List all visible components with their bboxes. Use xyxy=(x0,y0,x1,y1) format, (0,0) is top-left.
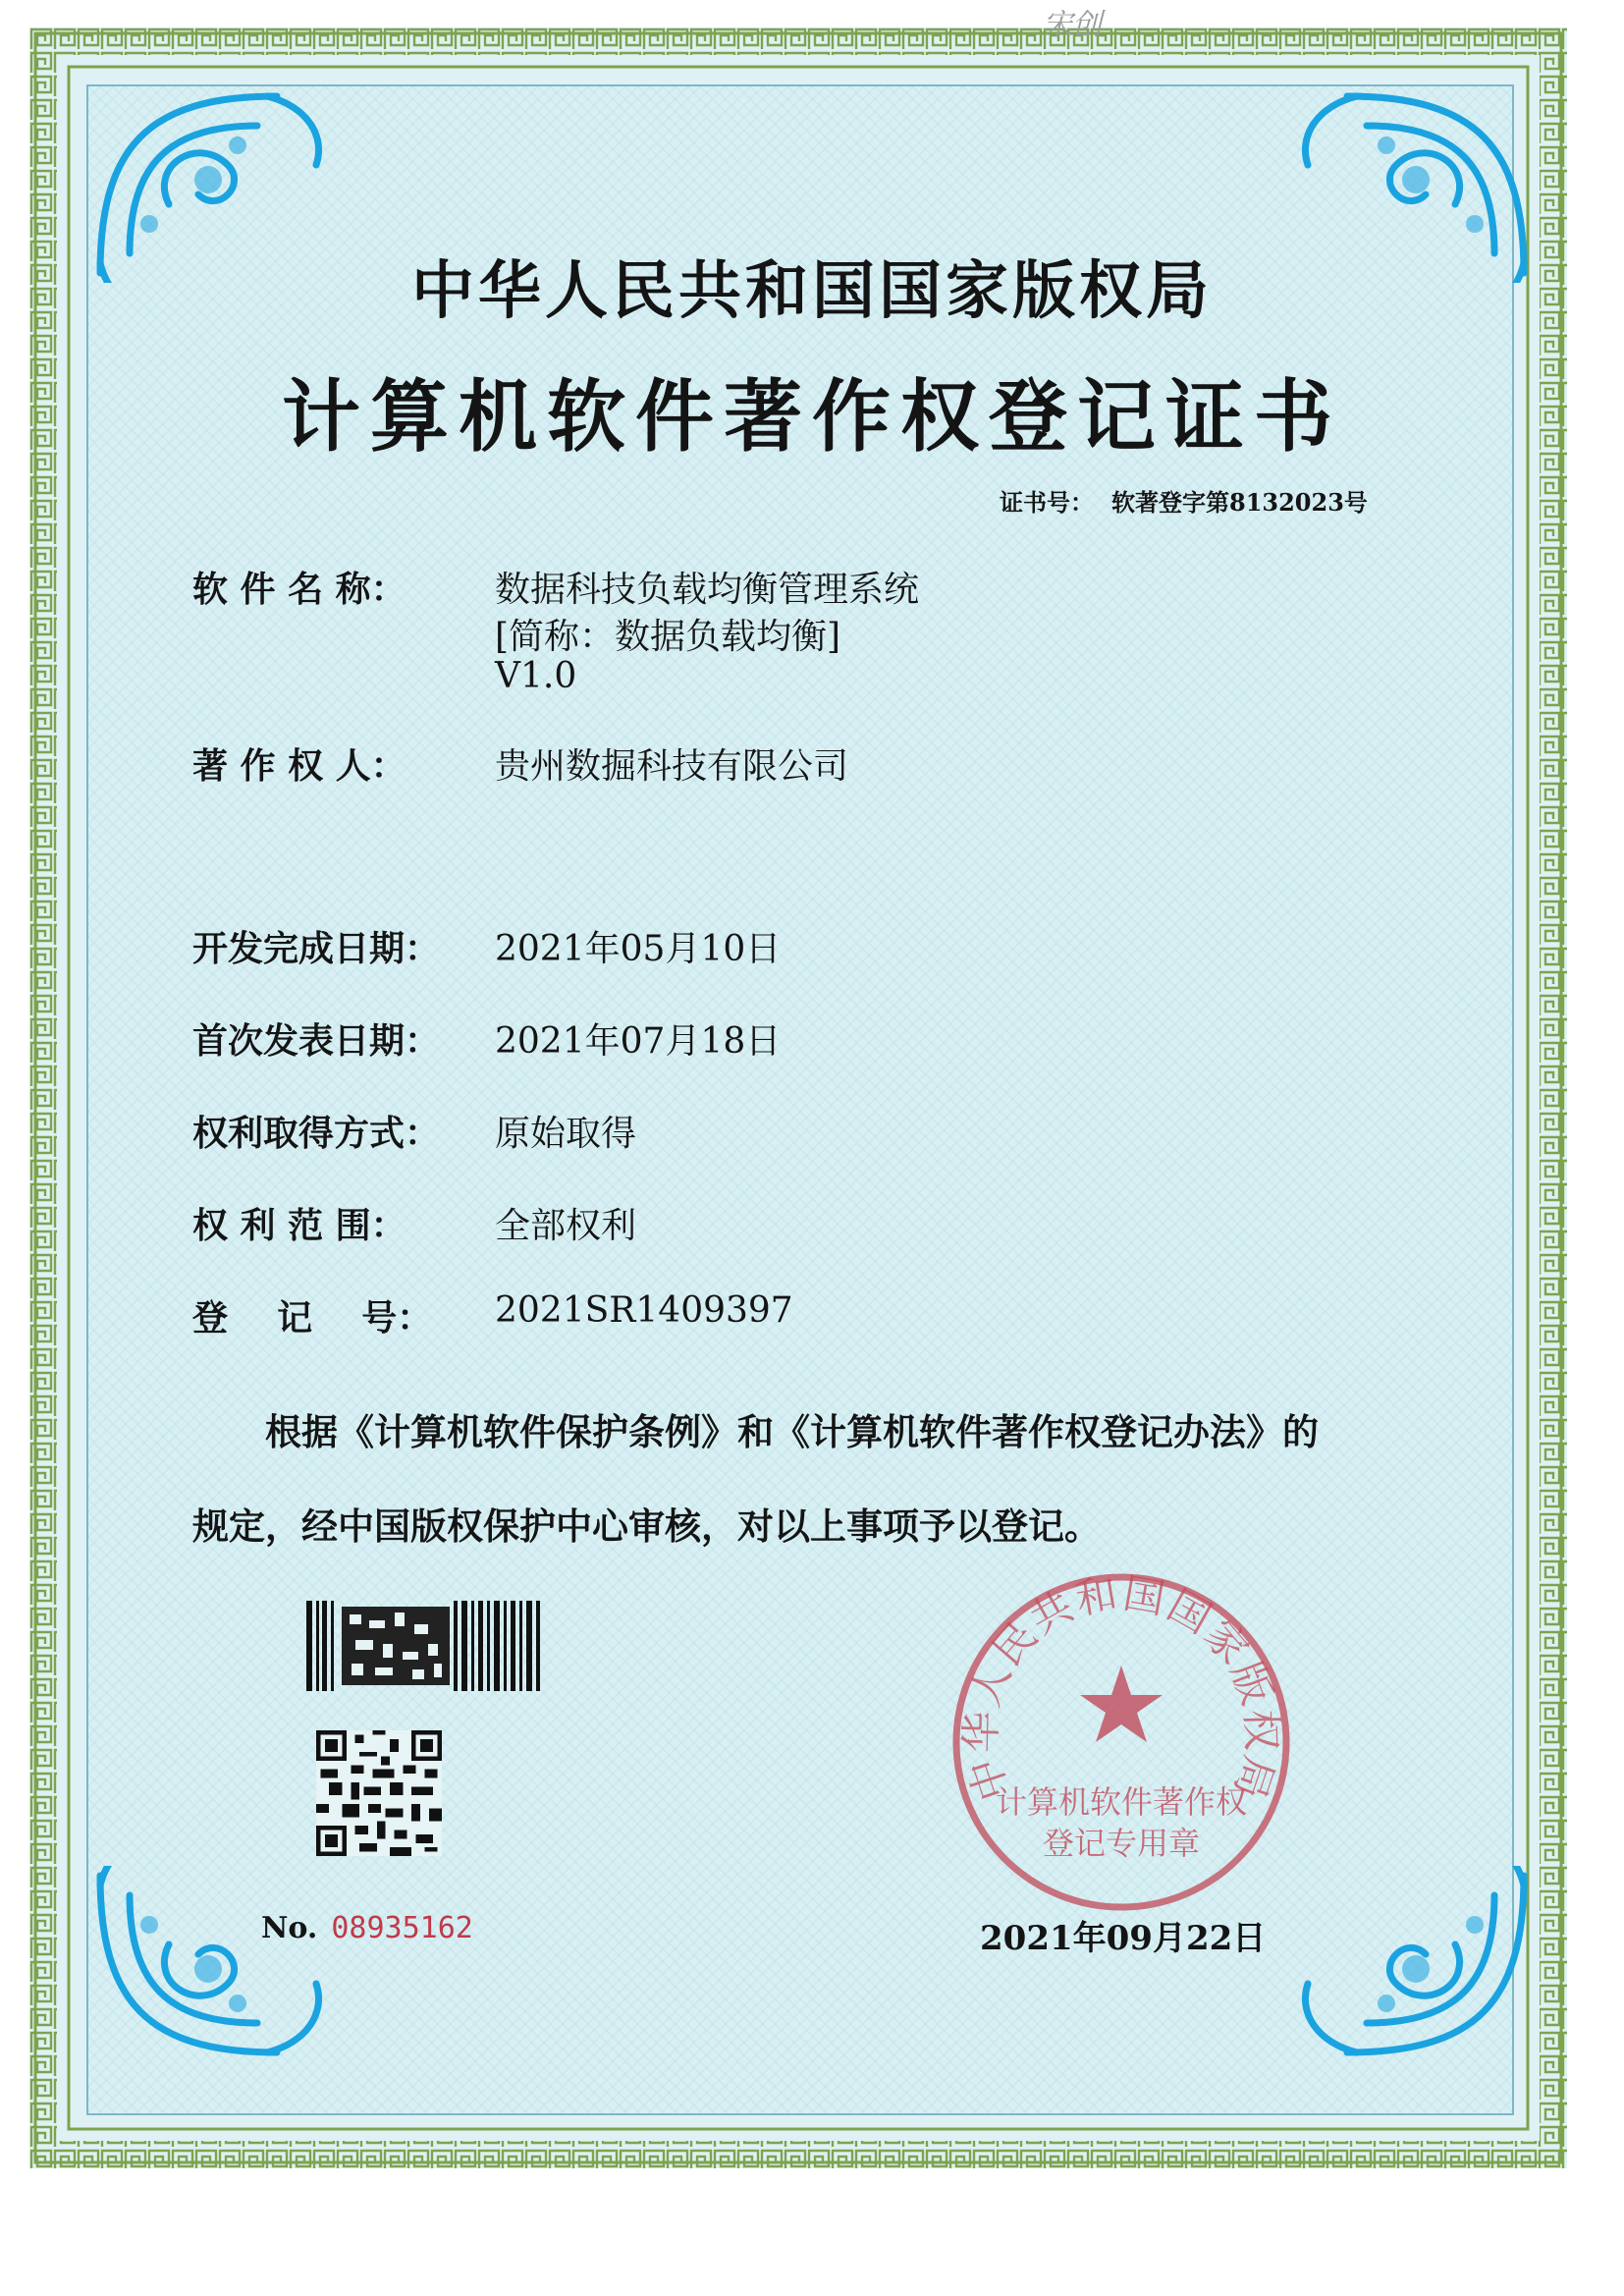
certificate-title: 计算机软件著作权登记证书 xyxy=(282,370,1342,463)
corner-ornament-bottom-right xyxy=(1278,1866,1534,2062)
corner-ornament-bottom-left xyxy=(90,1866,346,2062)
serial-number-label: No. xyxy=(261,1911,318,1945)
field-label: 权 利 范 围： xyxy=(192,1205,406,1246)
field-label: 开发完成日期： xyxy=(192,928,441,969)
certificate-number xyxy=(1000,483,1385,518)
field-label: 权利取得方式： xyxy=(192,1113,441,1154)
field-value: [简称：数据负载均衡] xyxy=(495,617,841,657)
certificate-number-value: 软著登字第8132023号 xyxy=(1111,488,1368,517)
statement-line-2: 规定，经中国版权保护中心审核，对以上事项予以登记。 xyxy=(192,1504,1101,1548)
seal-arc-text: 中华人民共和国国家版权局 xyxy=(956,1569,1286,1807)
seal-line-1: 计算机软件著作权 xyxy=(995,1783,1248,1821)
field-value: 2021年07月18日 xyxy=(495,1021,782,1062)
official-seal xyxy=(948,1569,1294,1915)
field-value: 贵州数掘科技有限公司 xyxy=(495,746,849,787)
field-label: 首次发表日期： xyxy=(192,1020,441,1062)
certificate-sheet xyxy=(29,27,1567,2168)
seal-line-2: 登记专用章 xyxy=(1042,1825,1201,1862)
field-value: V1.0 xyxy=(495,656,577,696)
issue-date: 2021年09月22日 xyxy=(980,1919,1267,1958)
field-label: 软 件 名 称： xyxy=(192,569,406,610)
field-value: 2021年05月10日 xyxy=(495,929,782,969)
field-label: 登 记 号： xyxy=(192,1297,433,1339)
field-label: 著 作 权 人： xyxy=(192,745,406,787)
statement-line-1: 根据《计算机软件保护条例》和《计算机软件著作权登记办法》的 xyxy=(265,1410,1319,1453)
field-value: 全部权利 xyxy=(495,1206,637,1246)
field-value: 2021SR1409397 xyxy=(495,1290,793,1331)
certificate-number-label: 证书号： xyxy=(1000,488,1094,517)
qr-code xyxy=(316,1730,442,1856)
serial-number xyxy=(261,1911,473,1945)
issuing-authority: 中华人民共和国国家版权局 xyxy=(411,254,1213,328)
field-value: 原始取得 xyxy=(495,1114,637,1154)
handwritten-note: 宋创 xyxy=(1043,8,1102,42)
serial-number-value: 08935162 xyxy=(331,1911,473,1945)
seal-star-icon xyxy=(1080,1666,1163,1742)
barcode xyxy=(306,1601,544,1691)
field-value: 数据科技负载均衡管理系统 xyxy=(495,570,920,610)
